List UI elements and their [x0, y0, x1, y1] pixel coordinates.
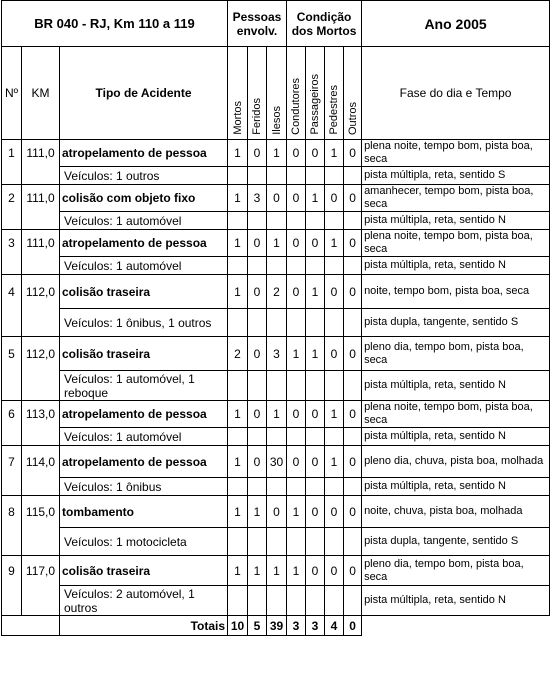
row-condutores: 1	[287, 337, 306, 371]
row-passageiros: 1	[306, 337, 325, 371]
row-number: 7	[2, 446, 22, 478]
road-title: BR 040 - RJ, Km 110 a 119	[2, 1, 228, 47]
row-mortos: 1	[228, 140, 248, 167]
row-empty-cell	[287, 478, 306, 496]
table-row	[2, 275, 550, 309]
row-veiculos: Veículos: 1 ônibus	[60, 478, 228, 496]
col-outros: Outros	[346, 101, 359, 135]
row-empty-cell	[325, 371, 344, 401]
row-ilesos: 0	[267, 496, 287, 528]
row-empty-cell	[306, 371, 325, 401]
row-mortos: 2	[228, 337, 248, 371]
row-outros: 0	[344, 337, 362, 371]
row-ilesos: 1	[267, 230, 287, 257]
row-km-cont	[22, 212, 60, 230]
col-passageiros: Passageiros	[309, 74, 322, 135]
row-number: 9	[2, 556, 22, 586]
row-passageiros: 1	[306, 275, 325, 309]
row-condutores: 0	[287, 140, 306, 167]
row-veiculos: Veículos: 2 automóvel, 1 outros	[60, 586, 228, 616]
row-empty-cell	[325, 528, 344, 556]
row-outros: 0	[344, 230, 362, 257]
row-empty-cell	[325, 167, 344, 185]
row-empty-cell	[325, 309, 344, 337]
row-ilesos: 0	[267, 185, 287, 212]
row-outros: 0	[344, 446, 362, 478]
row-ilesos: 1	[267, 140, 287, 167]
row-tipo: colisão traseira	[60, 275, 228, 309]
row-tipo: colisão com objeto fixo	[60, 185, 228, 212]
row-condutores: 0	[287, 275, 306, 309]
row-pedestres: 1	[325, 401, 344, 428]
row-condutores: 1	[287, 556, 306, 586]
row-empty-cell	[228, 528, 248, 556]
row-mortos: 1	[228, 556, 248, 586]
row-feridos: 0	[248, 230, 267, 257]
row-feridos: 0	[248, 446, 267, 478]
row-veiculos: Veículos: 1 ônibus, 1 outros	[60, 309, 228, 337]
row-km-cont	[22, 309, 60, 337]
row-empty-cell	[344, 257, 362, 275]
row-number: 6	[2, 401, 22, 428]
row-km: 111,0	[22, 230, 60, 257]
row-empty-cell	[344, 528, 362, 556]
row-veiculos: Veículos: 1 motocicleta	[60, 528, 228, 556]
row-empty-cell	[228, 212, 248, 230]
row-number: 4	[2, 275, 22, 309]
row-empty-cell	[325, 257, 344, 275]
row-outros: 0	[344, 496, 362, 528]
row-feridos: 0	[248, 401, 267, 428]
row-passageiros: 0	[306, 556, 325, 586]
row-mortos: 1	[228, 446, 248, 478]
row-pedestres: 1	[325, 446, 344, 478]
row-pedestres: 0	[325, 185, 344, 212]
total-condutores: 3	[287, 616, 306, 636]
row-tipo: atropelamento de pessoa	[60, 446, 228, 478]
table-subrow	[2, 309, 550, 337]
row-empty-cell	[267, 167, 287, 185]
row-pista: pista múltipla, reta, sentido N	[362, 586, 550, 616]
row-fase: noite, tempo bom, pista boa, seca	[362, 275, 550, 309]
col-condutores: Condutores	[290, 78, 303, 135]
row-number-cont	[2, 528, 22, 556]
row-pedestres: 0	[325, 496, 344, 528]
row-number-cont	[2, 212, 22, 230]
row-tipo: tombamento	[60, 496, 228, 528]
table-subrow	[2, 528, 550, 556]
row-mortos: 1	[228, 401, 248, 428]
row-ilesos: 2	[267, 275, 287, 309]
row-pista: pista dupla, tangente, sentido S	[362, 309, 550, 337]
table-row	[2, 496, 550, 528]
row-pedestres: 0	[325, 337, 344, 371]
row-empty-cell	[248, 371, 267, 401]
row-km: 111,0	[22, 185, 60, 212]
row-empty-cell	[267, 586, 287, 616]
row-number-cont	[2, 586, 22, 616]
row-tipo: atropelamento de pessoa	[60, 230, 228, 257]
row-empty-cell	[306, 528, 325, 556]
year-header: Ano 2005	[362, 1, 550, 47]
row-outros: 0	[344, 401, 362, 428]
table-subrow	[2, 428, 550, 446]
row-empty-cell	[344, 309, 362, 337]
row-number-cont	[2, 257, 22, 275]
row-fase: pleno dia, chuva, pista boa, molhada	[362, 446, 550, 478]
table-subrow	[2, 478, 550, 496]
table-row	[2, 230, 550, 257]
row-km: 112,0	[22, 337, 60, 371]
row-veiculos: Veículos: 1 automóvel	[60, 257, 228, 275]
row-empty-cell	[267, 309, 287, 337]
row-empty-cell	[228, 586, 248, 616]
row-empty-cell	[287, 309, 306, 337]
row-km: 112,0	[22, 275, 60, 309]
row-empty-cell	[306, 257, 325, 275]
table-row	[2, 556, 550, 586]
row-empty-cell	[306, 478, 325, 496]
totals-label: Totais	[60, 616, 228, 636]
row-empty-cell	[267, 257, 287, 275]
row-empty-cell	[306, 309, 325, 337]
row-number-cont	[2, 371, 22, 401]
col-tipo: Tipo de Acidente	[60, 47, 228, 140]
row-empty-cell	[248, 528, 267, 556]
row-km-cont	[22, 167, 60, 185]
col-num: Nº	[2, 47, 22, 140]
row-empty-cell	[228, 428, 248, 446]
row-mortos: 1	[228, 185, 248, 212]
col-feridos: Feridos	[251, 98, 264, 135]
row-passageiros: 0	[306, 496, 325, 528]
row-passageiros: 0	[306, 401, 325, 428]
row-pista: pista múltipla, reta, sentido N	[362, 478, 550, 496]
row-km-cont	[22, 478, 60, 496]
table-subrow	[2, 167, 550, 185]
row-number-cont	[2, 309, 22, 337]
row-number: 5	[2, 337, 22, 371]
total-mortos: 10	[228, 616, 248, 636]
row-km-cont	[22, 257, 60, 275]
col-mortos: Mortos	[231, 101, 244, 135]
row-fase: pleno dia, tempo bom, pista boa, seca	[362, 556, 550, 586]
col-pedestres: Pedestres	[328, 85, 341, 135]
row-feridos: 1	[248, 496, 267, 528]
row-empty-cell	[228, 167, 248, 185]
row-outros: 0	[344, 185, 362, 212]
row-empty-cell	[228, 309, 248, 337]
row-tipo: colisão traseira	[60, 337, 228, 371]
row-condutores: 0	[287, 185, 306, 212]
row-empty-cell	[287, 257, 306, 275]
row-pista: pista múltipla, reta, sentido N	[362, 371, 550, 401]
row-mortos: 1	[228, 275, 248, 309]
row-empty-cell	[344, 478, 362, 496]
row-ilesos: 1	[267, 401, 287, 428]
row-fase: noite, chuva, pista boa, molhada	[362, 496, 550, 528]
row-empty-cell	[248, 212, 267, 230]
row-empty-cell	[267, 528, 287, 556]
row-km-cont	[22, 428, 60, 446]
accident-table	[1, 0, 550, 636]
row-condutores: 0	[287, 401, 306, 428]
row-empty-cell	[248, 478, 267, 496]
row-number-cont	[2, 428, 22, 446]
row-fase: plena noite, tempo bom, pista boa, seca	[362, 140, 550, 167]
row-outros: 0	[344, 140, 362, 167]
row-fase: pleno dia, tempo bom, pista boa, seca	[362, 337, 550, 371]
row-pista: pista múltipla, reta, sentido N	[362, 212, 550, 230]
row-pista: pista dupla, tangente, sentido S	[362, 528, 550, 556]
row-feridos: 1	[248, 556, 267, 586]
table-subrow	[2, 586, 550, 616]
deaths-group-header: Condição dos Mortos	[287, 1, 362, 47]
row-empty-cell	[248, 309, 267, 337]
row-feridos: 0	[248, 140, 267, 167]
col-fase: Fase do dia e Tempo	[362, 47, 550, 140]
row-km: 115,0	[22, 496, 60, 528]
row-km-cont	[22, 528, 60, 556]
row-km: 114,0	[22, 446, 60, 478]
row-ilesos: 30	[267, 446, 287, 478]
row-empty-cell	[267, 371, 287, 401]
row-empty-cell	[344, 167, 362, 185]
row-empty-cell	[306, 212, 325, 230]
total-passageiros: 3	[306, 616, 325, 636]
row-empty-cell	[228, 371, 248, 401]
row-empty-cell	[287, 586, 306, 616]
row-empty-cell	[344, 586, 362, 616]
row-empty-cell	[344, 212, 362, 230]
row-veiculos: Veículos: 1 outros	[60, 167, 228, 185]
row-veiculos: Veículos: 1 automóvel, 1 reboque	[60, 371, 228, 401]
row-pedestres: 1	[325, 140, 344, 167]
row-empty-cell	[344, 371, 362, 401]
row-veiculos: Veículos: 1 automóvel	[60, 428, 228, 446]
row-feridos: 3	[248, 185, 267, 212]
row-outros: 0	[344, 275, 362, 309]
row-number: 3	[2, 230, 22, 257]
row-km-cont	[22, 586, 60, 616]
row-empty-cell	[325, 478, 344, 496]
row-number-cont	[2, 167, 22, 185]
row-pedestres: 1	[325, 230, 344, 257]
row-condutores: 1	[287, 496, 306, 528]
row-empty-cell	[248, 586, 267, 616]
total-feridos: 5	[248, 616, 267, 636]
row-number: 8	[2, 496, 22, 528]
row-empty-cell	[287, 167, 306, 185]
row-empty-cell	[287, 212, 306, 230]
table-row	[2, 401, 550, 428]
row-number: 2	[2, 185, 22, 212]
row-tipo: colisão traseira	[60, 556, 228, 586]
row-fase: plena noite, tempo bom, pista boa, seca	[362, 401, 550, 428]
table-subrow	[2, 371, 550, 401]
row-tipo: atropelamento de pessoa	[60, 140, 228, 167]
table-subrow	[2, 212, 550, 230]
total-pedestres: 4	[325, 616, 344, 636]
row-passageiros: 0	[306, 446, 325, 478]
table-row	[2, 337, 550, 371]
row-veiculos: Veículos: 1 automóvel	[60, 212, 228, 230]
row-empty-cell	[325, 586, 344, 616]
row-km: 113,0	[22, 401, 60, 428]
row-number-cont	[2, 478, 22, 496]
col-km: KM	[22, 47, 60, 140]
row-feridos: 0	[248, 337, 267, 371]
row-passageiros: 0	[306, 230, 325, 257]
total-ilesos: 39	[267, 616, 287, 636]
row-pista: pista múltipla, reta, sentido N	[362, 257, 550, 275]
row-tipo: atropelamento de pessoa	[60, 401, 228, 428]
table-row	[2, 140, 550, 167]
row-empty-cell	[287, 428, 306, 446]
row-ilesos: 3	[267, 337, 287, 371]
row-empty-cell	[248, 167, 267, 185]
row-empty-cell	[267, 478, 287, 496]
row-empty-cell	[287, 528, 306, 556]
row-ilesos: 1	[267, 556, 287, 586]
row-condutores: 0	[287, 446, 306, 478]
row-empty-cell	[306, 167, 325, 185]
row-number: 1	[2, 140, 22, 167]
col-ilesos: Ilesos	[270, 106, 283, 135]
people-group-header: Pessoas envolv.	[228, 1, 287, 47]
row-condutores: 0	[287, 230, 306, 257]
row-outros: 0	[344, 556, 362, 586]
row-empty-cell	[287, 371, 306, 401]
row-empty-cell	[306, 586, 325, 616]
row-empty-cell	[248, 428, 267, 446]
row-passageiros: 0	[306, 140, 325, 167]
table-row	[2, 185, 550, 212]
row-km-cont	[22, 371, 60, 401]
row-feridos: 0	[248, 275, 267, 309]
row-empty-cell	[344, 428, 362, 446]
row-mortos: 1	[228, 230, 248, 257]
row-empty-cell	[325, 212, 344, 230]
row-empty-cell	[228, 257, 248, 275]
row-empty-cell	[306, 428, 325, 446]
row-empty-cell	[248, 257, 267, 275]
table-body	[2, 140, 550, 616]
row-empty-cell	[228, 478, 248, 496]
row-km: 111,0	[22, 140, 60, 167]
row-pista: pista múltipla, reta, sentido S	[362, 167, 550, 185]
row-fase: plena noite, tempo bom, pista boa, seca	[362, 230, 550, 257]
row-mortos: 1	[228, 496, 248, 528]
row-pedestres: 0	[325, 275, 344, 309]
row-km: 117,0	[22, 556, 60, 586]
row-fase: amanhecer, tempo bom, pista boa, seca	[362, 185, 550, 212]
row-passageiros: 1	[306, 185, 325, 212]
row-pista: pista múltipla, reta, sentido N	[362, 428, 550, 446]
table-row	[2, 446, 550, 478]
row-empty-cell	[267, 428, 287, 446]
row-pedestres: 0	[325, 556, 344, 586]
table-subrow	[2, 257, 550, 275]
totals-row	[2, 616, 550, 636]
row-empty-cell	[267, 212, 287, 230]
row-empty-cell	[325, 428, 344, 446]
total-outros: 0	[344, 616, 362, 636]
